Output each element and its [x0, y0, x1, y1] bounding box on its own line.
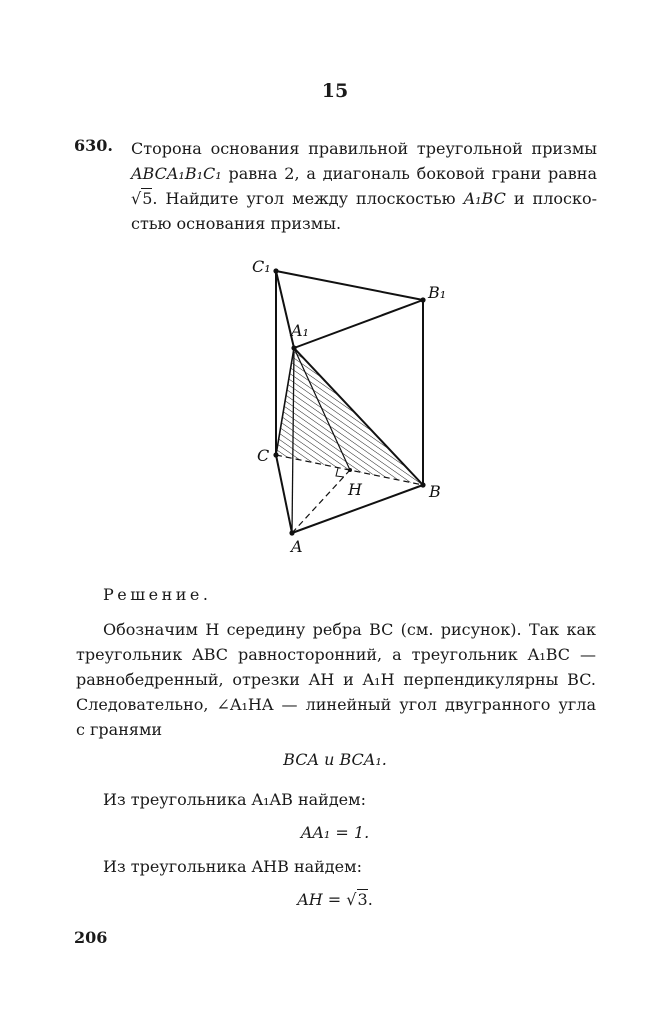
section-number: 15: [321, 80, 349, 102]
label-b1: B₁: [428, 283, 447, 302]
formula-ah: [0, 890, 670, 909]
vertex-h: [348, 468, 352, 472]
problem-line-3: [131, 186, 597, 211]
solution-paragraph-2: Из треугольника A₁AB найдем:: [103, 790, 366, 809]
formula-ah-sqrt-value: 3: [357, 890, 368, 909]
label-a: A: [291, 537, 303, 556]
prism-figure: [240, 255, 460, 565]
solution-paragraph-1: [76, 617, 596, 742]
vertex-a: [289, 530, 294, 535]
sqrt-expression: √5: [131, 189, 153, 208]
formula-ah-end: .: [367, 890, 373, 909]
prism-name: ABCA₁B₁C₁: [131, 164, 222, 183]
section-triangle: [276, 348, 423, 485]
formula-ah-sqrt: √3: [346, 890, 368, 909]
solution-line-2: треугольник ABC равносторонний, а треугольник A₁BC —: [76, 645, 596, 664]
sqrt-value: 5: [142, 189, 153, 208]
plane-name: A₁BC: [463, 189, 506, 208]
label-c1: C₁: [252, 257, 271, 276]
vertex-c1: [273, 268, 278, 273]
problem-line-3-end: и плоско-: [505, 189, 598, 208]
vertex-b1: [420, 297, 425, 302]
solution-line-1: Обозначим H середину ребра BC (см. рисунок). Так как: [103, 620, 596, 639]
edge-c1-b1: [276, 271, 423, 300]
problem-number: 630.: [74, 136, 113, 155]
edge-a-h-hidden: [292, 470, 350, 533]
vertex-b: [420, 482, 425, 487]
formula-ah-lhs: AH =: [297, 890, 347, 909]
solution-paragraph-3: Из треугольника AHB найдем:: [103, 857, 362, 876]
vertex-a1: [291, 345, 296, 350]
problem-line-4: стью основания призмы.: [131, 214, 342, 233]
solution-heading: Решение.: [103, 585, 212, 604]
label-b: B: [429, 482, 441, 501]
formula-aa1: AA₁ = 1.: [300, 823, 370, 842]
problem-line-2: [131, 161, 597, 186]
label-c: C: [257, 446, 270, 465]
page-number: 206: [74, 928, 108, 947]
edge-c-a: [276, 455, 292, 533]
edge-a1-b1: [294, 300, 423, 348]
solution-line-5: с гранями: [76, 720, 163, 739]
label-h: H: [348, 480, 362, 499]
vertex-c: [273, 452, 278, 457]
problem-statement: [131, 136, 597, 236]
problem-line-2-rest: равна 2, а диагональ боковой грани равна: [221, 164, 597, 183]
right-angle-mark: [336, 468, 344, 477]
problem-line-1: Сторона основания правильной треугольной призмы: [131, 139, 597, 158]
solution-line-4: Следовательно, ∠A₁HA — линейный угол двугранного угла: [76, 695, 596, 714]
solution-line-3: равнобедренный, отрезки AH и A₁H перпендикулярны BC.: [76, 670, 596, 689]
problem-line-3-rest: . Найдите угол между плоскостью: [152, 189, 464, 208]
label-a1: A₁: [291, 321, 309, 340]
formula-faces: BCA и BCA₁.: [283, 750, 387, 769]
